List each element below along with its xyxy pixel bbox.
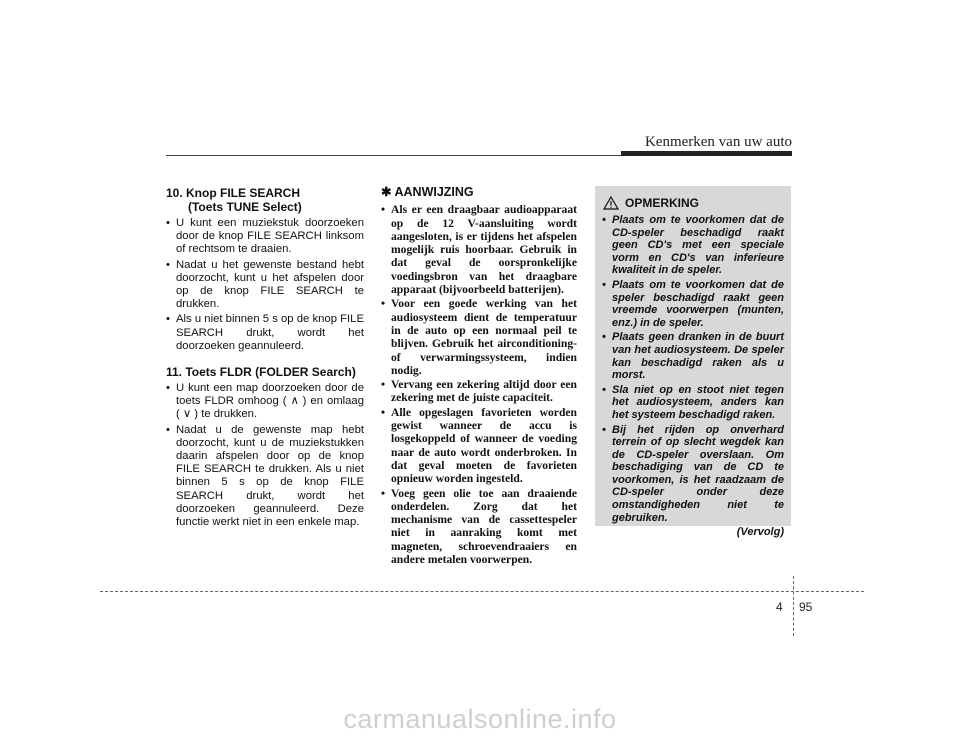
list-item: • Nadat u de gewenste map hebt doorzocht, kunt u de muziekstukken daarin afspelen door op de knop FILE SEARCH te drukken. Als u niet binnen 5 s op de knop FILE SEARCH drukt, wordt het doorzoeken geannuleerd. Deze functie werkt niet in een enkele map. (166, 424, 364, 530)
note-list (381, 203, 577, 566)
note-heading: ✱ AANWIJZING (381, 185, 474, 199)
middle-column (381, 186, 577, 567)
section-10-subtitle: (Toets TUNE Select) (188, 200, 302, 214)
header-rule-accent (621, 151, 792, 156)
warning-triangle-icon (603, 196, 619, 210)
section-10-list (166, 217, 364, 353)
caution-heading (603, 196, 791, 210)
list-item: • Plaats om te voorkomen dat de speler beschadigd raakt geen vreemde voorwerpen (munten, enz.) in de speler. (602, 279, 784, 329)
section-11-list (166, 382, 364, 529)
list-item: • Plaats geen dranken in de buurt van het audiosysteem. De speler kan beschadigd raken als u morst. (602, 331, 784, 381)
footer-divider (793, 576, 794, 636)
continued-label: (Vervolg) (736, 526, 784, 539)
list-item: • Plaats om te voorkomen dat de CD-speler beschadigd raakt geen CD's met een speciale vorm en CD's van inferieure kwaliteit in de speler. (602, 214, 784, 277)
section-10-heading (166, 186, 364, 214)
watermark: carmanualsonline.info (343, 704, 617, 734)
caution-box (595, 186, 791, 539)
list-item: • Sla niet op en stoot niet tegen het audiosysteem, anders kan het systeem beschadigd raken. (602, 384, 784, 422)
list-item: • U kunt een muziekstuk doorzoeken door de knop FILE SEARCH linksom of rechtsom te draaien. (166, 217, 364, 257)
section-title: Kenmerken van uw auto (644, 134, 792, 150)
list-item: • Nadat u het gewenste bestand hebt doorzocht, kunt u het afspelen door op de knop FILE SEARCH te drukken. (166, 259, 364, 312)
list-item: • Als er een draagbaar audioapparaat op de 12 V-aansluiting wordt aangesloten, is er tijdens het afspelen mogelijk ruis hoorbaar. Gebruik in dat geval de oorspronkelijke voedingsbron van het draagbare apparaat (bijvoorbeeld batterijen). (381, 203, 577, 296)
footer-rule (100, 591, 864, 592)
caution-title: OPMERKING (625, 196, 700, 210)
list-item: • Als u niet binnen 5 s op de knop FILE SEARCH drukt, wordt het doorzoeken geannuleerd. (166, 313, 364, 353)
list-item: • Bij het rijden op onverhard terrein of op slecht wegdek kan de CD-speler overslaan. Om beschadiging van de CD te voorkomen, is het raadzaam de CD-speler onder deze omstandigheden niet te gebruiken. (602, 424, 784, 525)
section-11-heading: 11. Toets FLDR (FOLDER Search) (166, 365, 356, 380)
list-item: • Voeg geen olie toe aan draaiende onderdelen. Zorg dat het mechanisme van de cassettespeler niet in aanraking komt met magneten, schroevendraaiers en andere metalen voorwerpen. (381, 487, 577, 567)
list-item: • Alle opgeslagen favorieten worden gewist wanneer de accu is losgekoppeld of wanneer de voeding naar de auto wordt onderbroken. In dat geval moeten de favorieten opnieuw worden ingesteld. (381, 406, 577, 486)
left-column (166, 186, 364, 531)
chapter-number: 4 (776, 600, 783, 614)
section-10-title: 10. Knop FILE SEARCH (166, 186, 301, 200)
list-item: • U kunt een map doorzoeken door de toets FLDR omhoog ( ∧ ) en omlaag ( ∨ ) te drukken. (166, 382, 364, 422)
caution-list (595, 214, 791, 524)
list-item: • Voor een goede werking van het audiosysteem dient de temperatuur in de auto op een normaal peil te blijven. Gebruik het airconditioning- of verwarmingssysteem, indien nodig. (381, 297, 577, 377)
list-item: • Vervang een zekering altijd door een zekering met de juiste capaciteit. (381, 378, 577, 405)
page-number: 95 (799, 600, 813, 614)
